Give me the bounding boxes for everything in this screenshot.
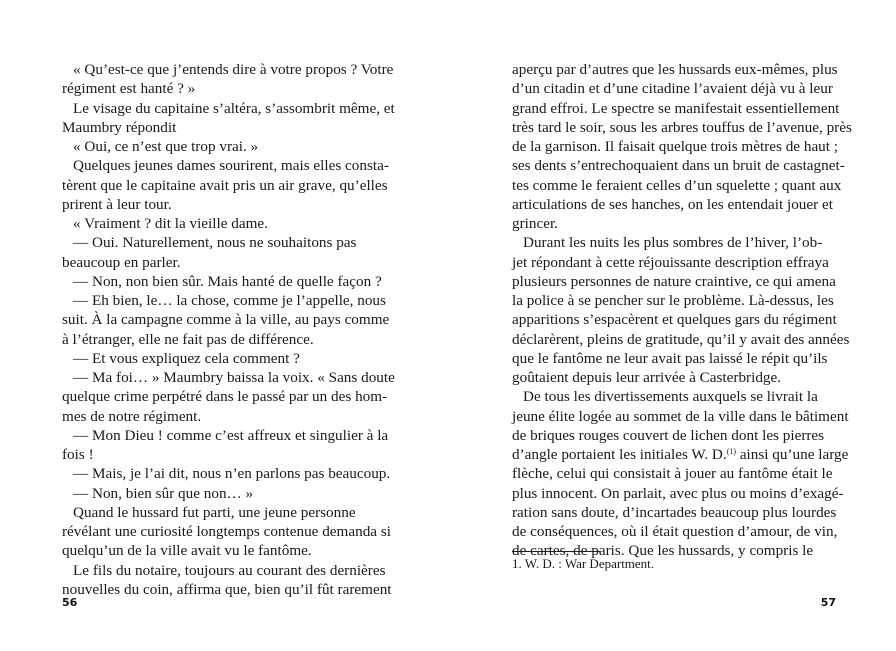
line-text: flèche, celui qui consistait à jouer au fantôme était le <box>512 465 833 483</box>
footnote: 1. W. D. : War Department. <box>512 556 655 571</box>
line-text: — Mon Dieu ! comme c’est affreux et singulier à la <box>73 426 389 444</box>
text-line <box>62 541 387 560</box>
text-line <box>62 79 387 98</box>
line-text: aperçu par d’autres que les hussards eux-mêmes, plus <box>512 61 838 78</box>
text-line <box>62 195 387 214</box>
line-text: de conséquences, où il était question d’amour, de vin, <box>512 523 838 540</box>
line-text: révélant une curiosité longtemps contenue demanda si <box>62 523 391 540</box>
line-text: tes comme le feraient celles d’un squelette ; quant aux <box>512 176 842 194</box>
text-line <box>512 99 840 118</box>
line-text: très tard le soir, sous les arbres touffus de l’avenue, près <box>512 118 852 136</box>
line-text: « Qu’est-ce que j’entends dire à votre propos ? Votre <box>73 61 394 78</box>
text-line <box>62 387 387 406</box>
text-line <box>512 176 842 195</box>
line-text: de cartes, de paris. Que les hussards, y compris le <box>512 542 814 560</box>
line-text: — Non, bien sûr que non… » <box>73 484 254 502</box>
left-page-text <box>62 60 395 599</box>
line-text: De tous les divertissements auxquels se livrait la <box>523 388 818 406</box>
text-line <box>512 445 849 464</box>
line-text: ses dents s’entrechoquaient dans un bruit de castagnet- <box>512 157 845 175</box>
line-text: Le fils du notaire, toujours au courant des dernières <box>73 561 386 579</box>
text-line <box>512 330 850 349</box>
line-text: « Oui, ce n’est que trop vrai. » <box>73 138 259 155</box>
line-text: Quand le hussard fut parti, une jeune personne <box>73 503 356 521</box>
line-text: tèrent que le capitaine avait pris un air grave, qu’elles <box>62 176 388 194</box>
text-line <box>62 60 394 79</box>
text-line <box>62 253 387 272</box>
text-line <box>512 426 836 445</box>
text-line <box>512 118 852 137</box>
text-line <box>62 156 387 175</box>
line-text: grincer. <box>512 215 558 232</box>
line-text: régiment est hanté ? » <box>62 80 196 98</box>
text-line <box>62 445 387 464</box>
text-line <box>62 580 392 599</box>
text-line <box>62 561 387 580</box>
text-line <box>62 99 395 118</box>
text-line <box>512 522 836 541</box>
line-text: mes de notre régiment. <box>62 407 202 425</box>
text-line <box>512 156 845 175</box>
line-text: à l’étranger, elle ne fait pas de différence. <box>62 330 314 348</box>
right-page-text <box>512 60 852 561</box>
footnote-reference[interactable]: (1) <box>726 447 737 456</box>
line-text: jet répondant à cette réjouissante description effraya <box>512 253 829 271</box>
page-number-right: 57 <box>820 596 836 609</box>
line-text: apparitions s’espacèrent et quelques gars du régiment <box>512 311 837 329</box>
text-line <box>62 137 387 156</box>
text-line <box>62 118 387 137</box>
line-text: Quelques jeunes dames sourirent, mais elles consta- <box>73 157 389 175</box>
line-text: ration sans doute, d’incartades beaucoup plus lourdes <box>512 503 837 521</box>
line-text: — Et vous expliquez cela comment ? <box>73 349 300 367</box>
text-line <box>62 368 395 387</box>
line-text: — Non, non bien sûr. Mais hanté de quelle façon ? <box>73 272 382 290</box>
text-line <box>512 291 836 310</box>
line-text: Maumbry répondit <box>62 118 177 136</box>
text-line <box>62 503 387 522</box>
text-line <box>62 464 391 483</box>
line-text: d’un citadin et d’une citadine l’avaient déjà vu à leur <box>512 80 833 98</box>
line-text: « Vraiment ? dit la vieille dame. <box>73 215 268 232</box>
line-text-continuation: ainsi qu’une large <box>736 446 849 463</box>
text-line <box>512 503 836 522</box>
text-line <box>512 60 836 79</box>
line-text: — Oui. Naturellement, nous ne souhaitons pas <box>73 234 357 252</box>
text-line <box>512 484 844 503</box>
text-line <box>62 272 387 291</box>
text-line <box>512 368 836 387</box>
line-text: plus innocent. On parlait, avec plus ou moins d’exagé- <box>512 484 844 502</box>
line-text: de la garnison. Il faisait quelque trois mètres de haut ; <box>512 138 839 155</box>
page-number-left: 56 <box>62 596 78 609</box>
text-line <box>62 484 387 503</box>
line-text: beaucoup en parler. <box>62 253 181 271</box>
line-text: quelqu’un de la ville avait vu le fantôme. <box>62 542 312 560</box>
text-line <box>512 79 836 98</box>
text-line <box>512 253 836 272</box>
text-line <box>512 214 836 233</box>
text-line <box>62 214 387 233</box>
text-line <box>512 137 839 156</box>
text-line <box>62 349 387 368</box>
text-line <box>512 387 836 406</box>
line-text: prirent à leur tour. <box>62 195 172 213</box>
text-line <box>512 195 836 214</box>
line-text: suit. À la campagne comme à la ville, au pays comme <box>62 311 390 329</box>
text-line <box>512 349 836 368</box>
text-line <box>512 407 849 426</box>
text-line <box>512 233 836 252</box>
text-line <box>62 310 390 329</box>
line-text: déclarèrent, pleins de gratitude, qu’il y avait des années <box>512 330 850 348</box>
line-text: Le visage du capitaine s’altéra, s’assombrit même, et <box>73 99 395 117</box>
line-text: nouvelles du coin, affirma que, bien qu’il fût rarement <box>62 580 392 598</box>
text-line <box>62 407 387 426</box>
line-text: de briques rouges couvert de lichen dont les pierres <box>512 426 825 444</box>
line-text: goûtaient depuis leur arrivée à Casterbridge. <box>512 369 782 386</box>
line-text: articulations de ses hanches, on les entendait jouer et <box>512 195 833 213</box>
text-line <box>62 426 387 445</box>
text-line <box>512 272 836 291</box>
right-page <box>448 0 896 651</box>
line-text: la police à se pencher sur le problème. Là-dessus, les <box>512 292 834 309</box>
line-text: que le fantôme ne leur avait pas laissé le répit qu’ils <box>512 349 828 367</box>
line-text: d’angle portaient les initiales W. D. <box>512 446 727 463</box>
footnote-separator <box>512 551 600 552</box>
line-text: — Ma foi… » Maumbry baissa la voix. « Sans doute <box>73 369 395 386</box>
line-text: jeune élite logée au sommet de la ville dans le bâtiment <box>512 407 849 425</box>
text-line <box>62 522 391 541</box>
text-line <box>62 176 387 195</box>
text-line <box>512 464 836 483</box>
text-line <box>62 330 387 349</box>
line-text: plusieurs personnes de nature craintive, ce qui amena <box>512 272 836 290</box>
line-text: Durant les nuits les plus sombres de l’hiver, l’ob- <box>523 234 823 252</box>
text-line <box>62 233 387 252</box>
line-text: — Mais, je l’ai dit, nous n’en parlons pas beaucoup. <box>73 465 391 483</box>
line-text: quelque crime perpétré dans le passé par un des hom- <box>62 388 388 406</box>
line-text: — Eh bien, le… la chose, comme je l’appelle, nous <box>73 292 386 309</box>
text-line <box>512 310 836 329</box>
line-text: fois ! <box>62 446 94 463</box>
line-text: grand effroi. Le spectre se manifestait essentiellement <box>512 99 840 117</box>
text-line <box>62 291 387 310</box>
